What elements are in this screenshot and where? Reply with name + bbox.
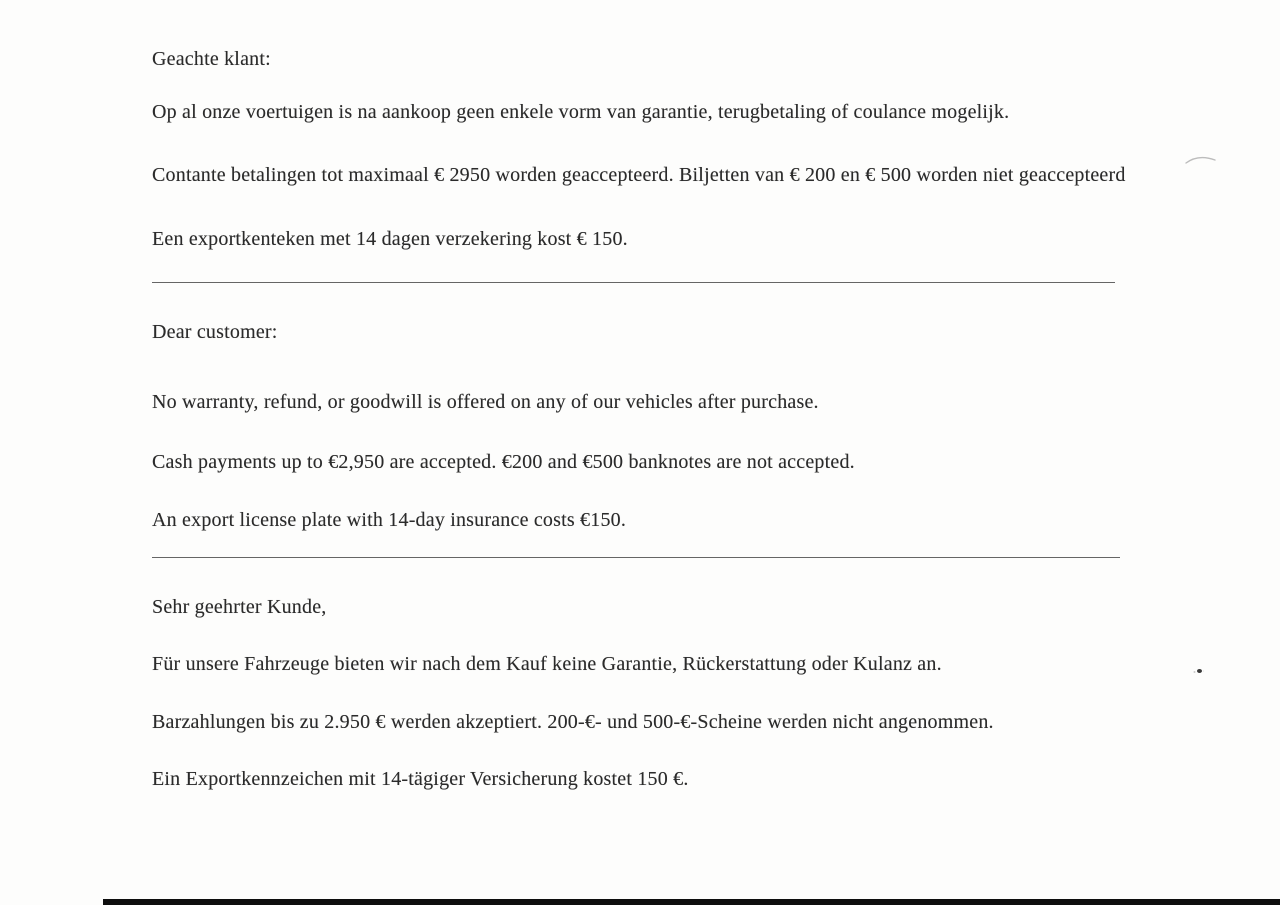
dutch-warranty-line: Op al onze voertuigen is na aankoop geen enkele vorm van garantie, terugbetaling of coulance mogelijk. [152, 101, 1010, 123]
german-cash-line: Barzahlungen bis zu 2.950 € werden akzeptiert. 200-€- und 500-€-Scheine werden nicht angenommen. [152, 711, 994, 733]
english-export-plate-line: An export license plate with 14-day insurance costs €150. [152, 509, 627, 531]
pencil-mark-artifact [1184, 153, 1217, 167]
section-english [152, 320, 1197, 532]
english-warranty-line: No warranty, refund, or goodwill is offered on any of our vehicles after purchase. [152, 391, 819, 413]
english-cash-line: Cash payments up to €2,950 are accepted. €200 and €500 banknotes are not accepted. [152, 451, 855, 473]
document-content [152, 47, 1197, 791]
dutch-cash-line: Contante betalingen tot maximaal € 2950 worden geaccepteerd. Biljetten van € 200 en € 500 worden niet geaccepteerd [152, 164, 1126, 186]
section-dutch [152, 47, 1197, 251]
scan-edge-bar [103, 899, 1280, 905]
greeting-dutch: Geachte klant: [152, 48, 271, 70]
dutch-export-plate-line: Een exportkenteken met 14 dagen verzekering kost € 150. [152, 228, 628, 250]
greeting-english: Dear customer: [152, 321, 278, 343]
greeting-german: Sehr geehrter Kunde, [152, 596, 327, 618]
german-warranty-line: Für unsere Fahrzeuge bieten wir nach dem Kauf keine Garantie, Rückerstattung oder Kulanz an. [152, 653, 942, 675]
ink-speck-artifact [1197, 669, 1202, 673]
german-export-plate-line: Ein Exportkennzeichen mit 14-tägiger Versicherung kostet 150 €. [152, 768, 689, 790]
section-divider-2 [152, 557, 1120, 558]
section-divider-1 [152, 282, 1115, 283]
section-german [152, 595, 1197, 791]
